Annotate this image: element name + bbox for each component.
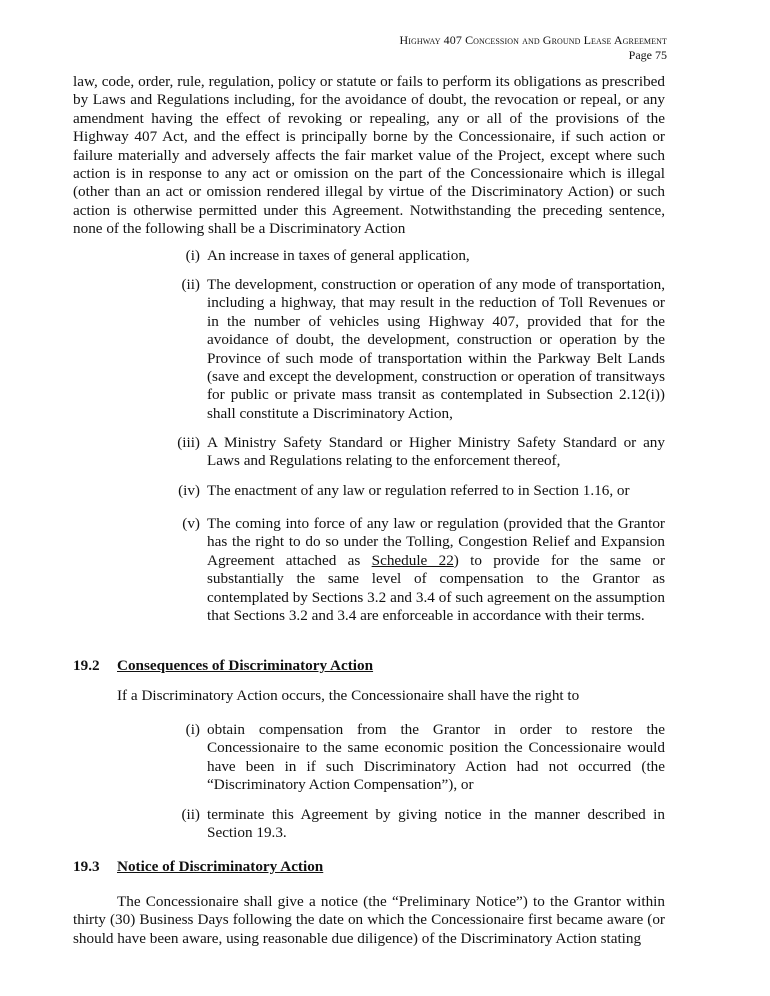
item-text: obtain compensation from the Grantor in order to restore the Concessionaire to the same economic position the Concessionaire would have been in if such Discriminatory Action had not occurred (the “Discriminatory Action Compensation”), or [207,721,665,794]
item-number: (ii) [181,806,200,823]
section-title: Consequences of Discriminatory Action [117,657,374,674]
section-paragraph: The Concessionaire shall give a notice (the “Preliminary Notice”) to the Grantor within thirty (30) Business Days following the date on which the Concessionaire first became aware (or should have been aware, using reasonable due diligence) of the Discriminatory Action stating [73,893,665,947]
section-heading-19-2 [73,657,373,675]
item-text: The development, construction or operation of any mode of transportation, including a highway, that may result in the reduction of Toll Revenues or in the number of vehicles using Highway 407, provided that for the avoidance of doubt, the development, construction or operation by the Province of such mode of transportation within the Parkway Belt Lands (save and except the development, construction or operation of transitways for public or private mass transit as contemplated in Subsection 2.12(i)) shall constitute a Discriminatory Action, [207,276,665,422]
item-text: The enactment of any law or regulation referred to in Section 1.16, or [207,482,630,499]
item-text [207,515,665,625]
intro-paragraph: law, code, order, rule, regulation, policy or statute or fails to perform its obligations as prescribed by Laws and Regulations including, for the avoidance of doubt, the revocation or repeal, or any amendment having the effect of revoking or repealing, any or all of the provisions of the Highway 407 Act, and the effect is principally borne by the Concessionaire, if such action or failure materially and adversely affects the fair market value of the Project, except where such action is in response to any act or omission on the part of the Concessionaire which is illegal (other than an act or omission rendered illegal by virtue of the Discriminatory Action) or such action is otherwise permitted under this Agreement. Notwithstanding the preceding sentence, none of the following shall be a Discriminatory Action [73,73,665,238]
section-number: 19.2 [73,657,100,674]
item-text: terminate this Agreement by giving notice in the manner described in Section 19.3. [207,806,665,842]
section-title: Notice of Discriminatory Action [117,858,324,875]
item-number: (ii) [181,276,200,293]
section-lead-text: If a Discriminatory Action occurs, the Concessionaire shall have the right to [117,687,580,704]
section-number: 19.3 [73,858,100,875]
page-number: Page 75 [628,48,667,62]
item-text: A Ministry Safety Standard or Higher Ministry Safety Standard or any Laws and Regulations relating to the enforcement thereof, [207,434,665,470]
item-number: (iv) [178,482,200,499]
item-number: (v) [182,515,200,532]
item-text: An increase in taxes of general application, [207,247,470,264]
item-number: (i) [185,247,200,264]
item-number: (iii) [177,434,200,451]
item-text-end: ) to provide for the same or substantially the same level of compensation to the Grantor as contemplated by Sections 3.2 and 3.4 of such agreement on the assumption that Sections 3.2 and 3.4 are enforceable in accordance with their terms. [207,551,665,625]
header-title: Highway 407 Concession and Ground Lease Agreement [399,33,667,47]
item-text-start: The coming into force of any law or regulation (provided that the Grantor has the right to do so under the Tolling, Congestion Relief and Expansion Agreement attached as [207,515,665,569]
schedule-reference: Schedule 22 [371,551,454,569]
section-heading-19-3 [73,858,323,876]
item-number: (i) [185,721,200,738]
page-header [400,33,668,63]
